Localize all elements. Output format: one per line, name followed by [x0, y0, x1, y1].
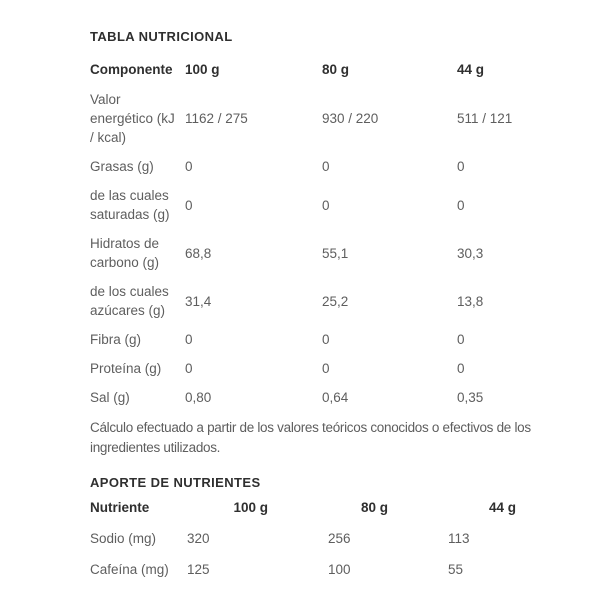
table-row-proteina [90, 354, 516, 383]
calculation-note-line: Cálculo efectuado a partir de los valores teóricos conocidos o efectivos de los [90, 420, 531, 435]
column-header-44g: 44 g [457, 62, 485, 77]
cell-80g: 256 [328, 531, 351, 546]
cell-44g: 0,35 [457, 390, 484, 405]
cell-80g: 0 [322, 361, 330, 376]
nutrition-table-title: TABLA NUTRICIONAL [90, 29, 233, 44]
cell-80g: 0 [322, 159, 330, 174]
column-header-44g: 44 g [488, 500, 516, 515]
column-header-80g: 80 g [322, 62, 350, 77]
column-header-80g: 80 g [360, 500, 388, 515]
cell-80g: 0 [322, 332, 330, 347]
cell-100g: 0 [185, 159, 193, 174]
table-row-grasas [90, 152, 516, 181]
row-label: Proteína (g) [90, 361, 162, 376]
calculation-note [90, 418, 531, 457]
cell-44g: 0 [457, 361, 465, 376]
cell-44g: 0 [457, 332, 465, 347]
cell-100g: 0 [185, 197, 193, 213]
row-label: de los cuales azúcares (g) [90, 284, 169, 318]
table-row-sodio [90, 523, 516, 554]
cell-80g: 930 / 220 [322, 111, 379, 126]
column-header-100g: 100 g [185, 62, 220, 77]
row-label: Grasas (g) [90, 159, 154, 174]
nutrition-table-header-row [90, 56, 516, 85]
table-row-hidratos [90, 229, 516, 277]
table-row-fibra [90, 325, 516, 354]
cell-44g: 13,8 [457, 293, 484, 309]
cell-44g: 55 [448, 562, 464, 577]
table-row-valor-energetico [90, 85, 516, 152]
cell-80g: 100 [328, 562, 351, 577]
cell-100g: 125 [187, 562, 210, 577]
column-header-nutriente: Nutriente [90, 500, 150, 515]
nutrients-table-header-row [90, 494, 516, 523]
table-row-cafeina [90, 554, 516, 585]
table-row-azucares [90, 277, 516, 325]
cell-44g: 113 [448, 531, 470, 546]
cell-44g: 0 [457, 159, 465, 174]
cell-44g: 0 [457, 197, 465, 213]
row-label: Hidratos de carbono (g) [90, 236, 160, 270]
table-row-sal [90, 383, 516, 412]
cell-100g: 1162 / 275 [185, 111, 248, 126]
cell-80g: 25,2 [322, 293, 349, 309]
row-label: de las cuales saturadas (g) [90, 188, 170, 222]
row-label: Cafeína (mg) [90, 562, 169, 577]
cell-80g: 0,64 [322, 390, 349, 405]
cell-100g: 68,8 [185, 245, 212, 261]
nutrients-table [90, 494, 516, 585]
cell-100g: 0,80 [185, 390, 212, 405]
row-label: Sal (g) [90, 390, 130, 405]
table-row-saturadas [90, 181, 516, 229]
column-header-100g: 100 g [233, 500, 268, 515]
cell-80g: 55,1 [322, 245, 349, 261]
nutrients-table-title: APORTE DE NUTRIENTES [90, 475, 261, 490]
row-label: Sodio (mg) [90, 531, 157, 546]
row-label: Valor energético (kJ / kcal) [90, 92, 175, 145]
calculation-note-line: ingredientes utilizados. [90, 439, 221, 455]
row-label: Fibra (g) [90, 332, 142, 347]
cell-44g: 30,3 [457, 245, 484, 261]
cell-44g: 511 / 121 [457, 111, 513, 126]
cell-80g: 0 [322, 197, 330, 213]
cell-100g: 320 [187, 531, 210, 546]
cell-100g: 31,4 [185, 293, 212, 309]
cell-100g: 0 [185, 361, 193, 376]
nutrition-table [90, 56, 516, 412]
column-header-componente: Componente [90, 62, 173, 77]
cell-100g: 0 [185, 332, 193, 347]
